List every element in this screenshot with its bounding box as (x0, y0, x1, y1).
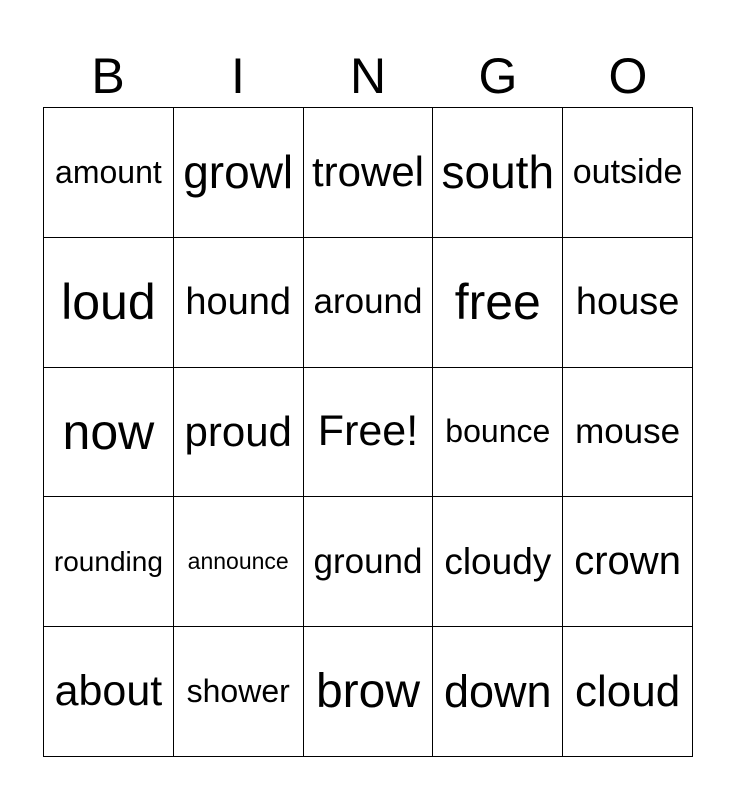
bingo-cell[interactable]: down (433, 627, 563, 757)
bingo-cell[interactable]: now (44, 368, 174, 498)
bingo-cell[interactable]: brow (304, 627, 434, 757)
header-letter-o: O (608, 48, 648, 104)
bingo-cell[interactable]: cloudy (433, 497, 563, 627)
bingo-cell[interactable]: loud (44, 238, 174, 368)
bingo-cell[interactable]: ground (304, 497, 434, 627)
bingo-cell[interactable]: bounce (433, 368, 563, 498)
bingo-cell[interactable]: growl (174, 108, 304, 238)
bingo-cell[interactable]: shower (174, 627, 304, 757)
bingo-cell[interactable]: outside (563, 108, 693, 238)
bingo-cell[interactable]: crown (563, 497, 693, 627)
bingo-cell[interactable]: about (44, 627, 174, 757)
bingo-cell[interactable]: free (433, 238, 563, 368)
bingo-cell[interactable]: announce (174, 497, 304, 627)
bingo-cell[interactable]: proud (174, 368, 304, 498)
bingo-cell[interactable]: around (304, 238, 434, 368)
bingo-cell[interactable]: amount (44, 108, 174, 238)
bingo-card-grid (43, 107, 693, 757)
bingo-cell[interactable]: hound (174, 238, 304, 368)
bingo-cell[interactable]: rounding (44, 497, 174, 627)
bingo-cell[interactable]: trowel (304, 108, 434, 238)
bingo-header (43, 46, 693, 106)
bingo-cell[interactable]: house (563, 238, 693, 368)
header-letter-g: G (478, 48, 518, 104)
bingo-cell[interactable]: mouse (563, 368, 693, 498)
header-letter-b: B (91, 48, 125, 104)
bingo-cell[interactable]: cloud (563, 627, 693, 757)
bingo-cell[interactable]: south (433, 108, 563, 238)
header-letter-i: I (231, 48, 245, 104)
free-space-cell[interactable]: Free! (304, 368, 434, 498)
header-letter-n: N (349, 48, 387, 104)
